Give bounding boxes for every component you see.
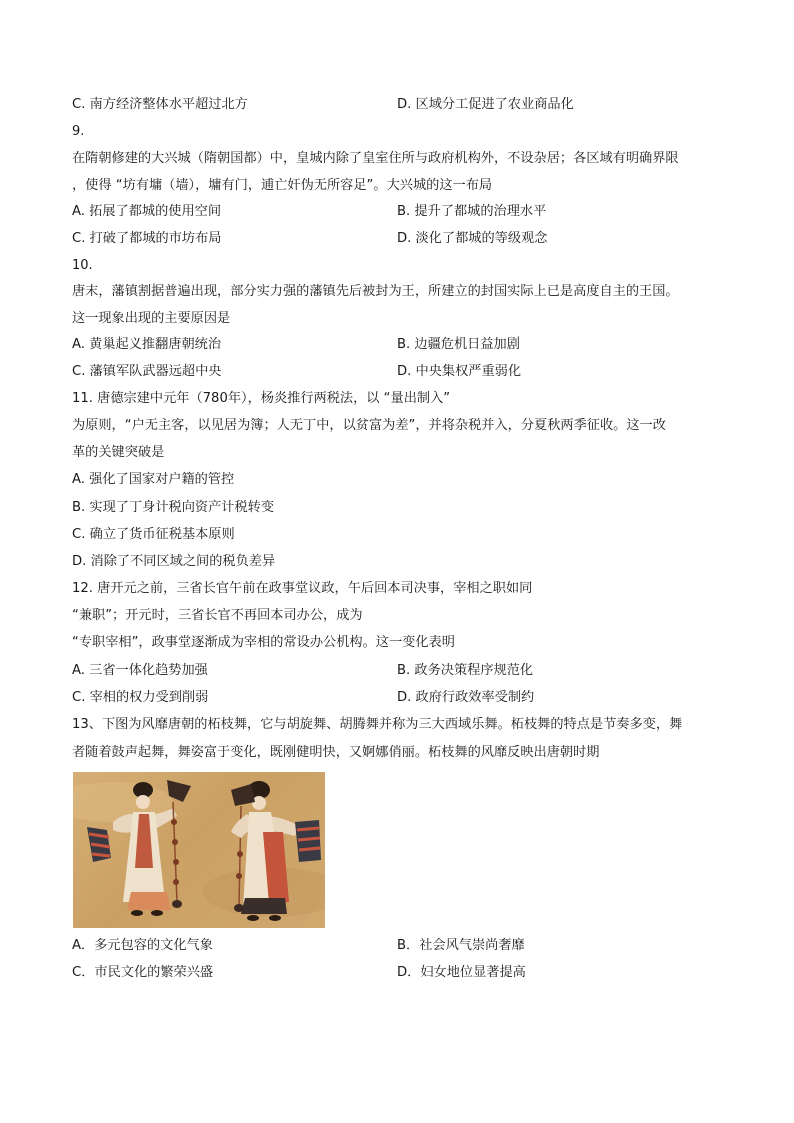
q9-stem-line1: 在隋朝修建的大兴城（隋朝国都）中，皇城内除了皇室住所与政府机构外，不设杂居；各区域有明确界限 (72, 151, 679, 166)
q13-stem-line1: 13、下图为风靡唐朝的柘枝舞，它与胡旋舞、胡腾舞并称为三大西域乐舞。柘枝舞的特点是节奏多变，舞 (72, 717, 683, 732)
q12-option-d[interactable]: D. 政府行政效率受制约 (397, 690, 535, 705)
dancers-illustration (73, 772, 325, 928)
q11-stem-line1: 11. 唐德宗建中元年（780年），杨炎推行两税法，以 “量出制入” (72, 391, 451, 406)
q10-number: 10. (72, 258, 93, 273)
q10-stem-line1: 唐末，藩镇割据普遍出现，部分实力强的藩镇先后被封为王，所建立的封国实际上已是高度自主的王国。 (72, 284, 679, 299)
q11-stem-line2: 为原则，“户无主客，以见居为簿；人无丁中，以贫富为差”，并将杂税并入，分夏秋两季征收。这一改 (72, 418, 666, 433)
q11-option-c[interactable]: C. 确立了货币征税基本原则 (72, 527, 235, 542)
q8-option-d[interactable]: D. 区域分工促进了农业商品化 (397, 97, 574, 112)
q12-stem-line3: “专职宰相”，政事堂逐渐成为宰相的常设办公机构。这一变化表明 (72, 635, 455, 650)
q10-option-b[interactable]: B. 边疆危机日益加剧 (397, 337, 520, 352)
q13-option-b[interactable]: B．社会风气崇尚奢靡 (397, 938, 525, 953)
q10-option-c[interactable]: C. 藩镇军队武器远超中央 (72, 364, 222, 379)
q9-option-c[interactable]: C. 打破了都城的市坊布局 (72, 231, 222, 246)
q9-option-b[interactable]: B. 提升了都城的治理水平 (397, 204, 547, 219)
q12-stem-line1: 12. 唐开元之前，三省长官午前在政事堂议政，午后回本司决事，宰相之职如同 (72, 581, 533, 596)
q12-option-b[interactable]: B. 政务决策程序规范化 (397, 663, 534, 678)
q9-stem-line2: ，使得 “坊有墉（墙），墉有门，逋亡奸伪无所容足”。大兴城的这一布局 (72, 178, 493, 193)
q10-option-a[interactable]: A. 黄巢起义推翻唐朝统治 (72, 337, 222, 352)
q13-stem-line2: 者随着鼓声起舞，舞姿富于变化，既刚健明快，又婀娜俏丽。柘枝舞的风靡反映出唐朝时期 (72, 745, 600, 760)
q11-option-d[interactable]: D. 消除了不同区域之间的税负差异 (72, 554, 276, 569)
q11-stem-line3: 革的关键突破是 (72, 445, 165, 460)
q13-option-c[interactable]: C．市民文化的繁荣兴盛 (72, 965, 214, 980)
q11-option-a[interactable]: A. 强化了国家对户籍的管控 (72, 472, 235, 487)
q13-option-d[interactable]: D．妇女地位显著提高 (397, 965, 526, 980)
q9-option-a[interactable]: A. 拓展了都城的使用空间 (72, 204, 222, 219)
q12-stem-line2: “兼职”；开元时，三省长官不再回本司办公，成为 (72, 608, 363, 623)
q11-option-b[interactable]: B. 实现了丁身计税向资产计税转变 (72, 500, 275, 515)
q9-option-d[interactable]: D. 淡化了都城的等级观念 (397, 231, 548, 246)
q10-stem-line2: 这一现象出现的主要原因是 (72, 311, 231, 326)
q12-option-a[interactable]: A. 三省一体化趋势加强 (72, 663, 208, 678)
q8-option-c[interactable]: C. 南方经济整体水平超过北方 (72, 97, 248, 112)
q12-option-c[interactable]: C. 宰相的权力受到削弱 (72, 690, 209, 705)
zhezhi-dance-painting (73, 772, 325, 928)
q10-option-d[interactable]: D. 中央集权严重弱化 (397, 364, 522, 379)
q13-option-a[interactable]: A．多元包容的文化气象 (72, 938, 213, 953)
q9-number: 9. (72, 124, 85, 139)
